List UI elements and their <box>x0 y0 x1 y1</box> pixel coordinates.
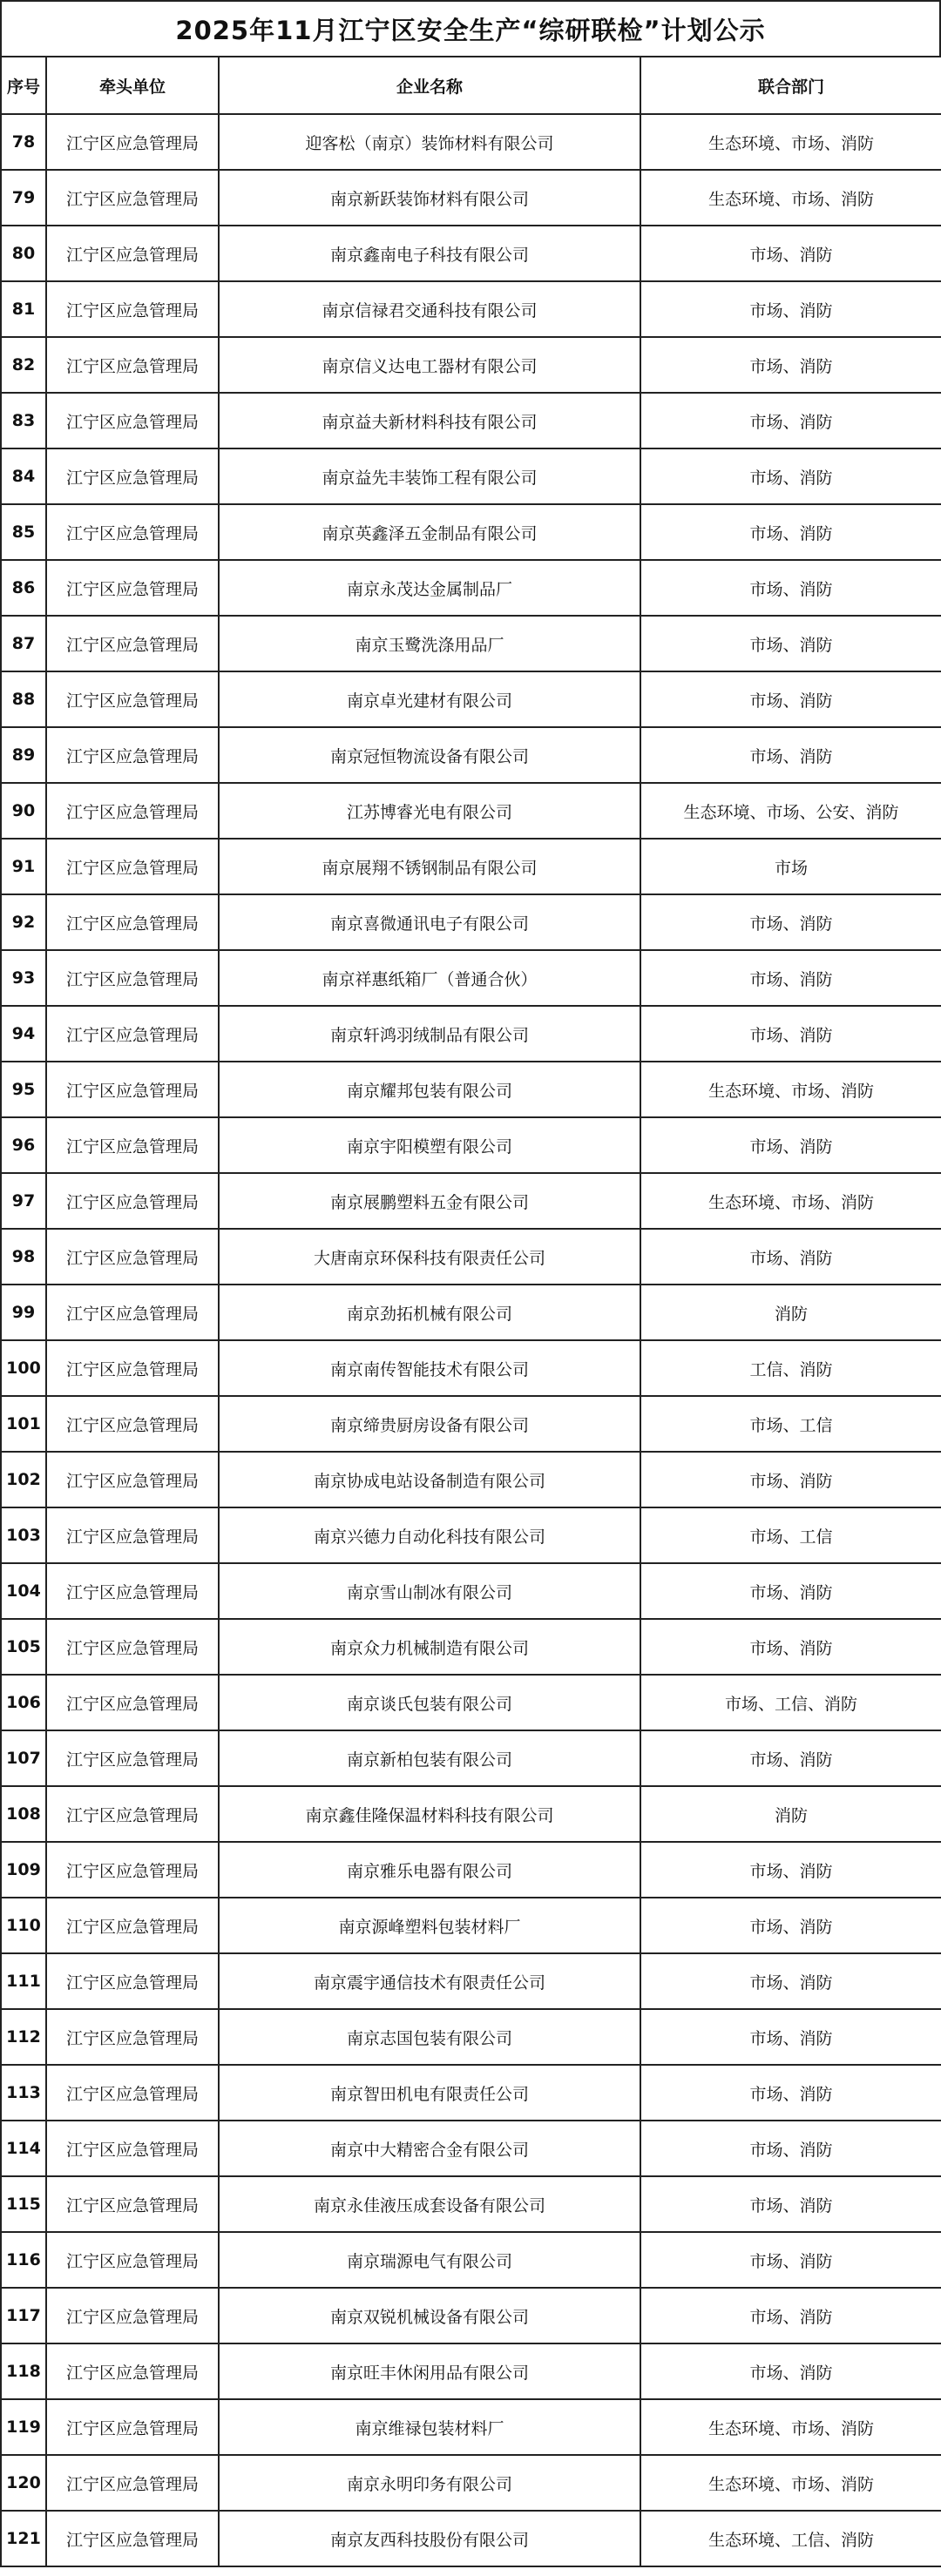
row-index: 110 <box>1 1898 46 1953</box>
row-index: 120 <box>1 2455 46 2511</box>
row-company: 南京新跃装饰材料有限公司 <box>219 170 640 226</box>
row-joint-departments: 消防 <box>640 1786 941 1842</box>
row-company: 南京玉鹭洗涤用品厂 <box>219 616 640 671</box>
table-row <box>1 1619 941 1675</box>
row-lead-unit: 江宁区应急管理局 <box>46 1619 219 1675</box>
row-index: 100 <box>1 1340 46 1396</box>
row-index: 97 <box>1 1173 46 1229</box>
row-company: 南京协成电站设备制造有限公司 <box>219 1452 640 1507</box>
table-row <box>1 2343 941 2399</box>
row-index: 81 <box>1 281 46 337</box>
row-index: 104 <box>1 1563 46 1619</box>
row-index: 92 <box>1 894 46 950</box>
row-joint-departments: 工信、消防 <box>640 1340 941 1396</box>
row-company: 南京祥惠纸箱厂（普通合伙） <box>219 950 640 1006</box>
row-joint-departments: 市场、消防 <box>640 2176 941 2232</box>
row-company: 南京众力机械制造有限公司 <box>219 1619 640 1675</box>
table-row <box>1 281 941 337</box>
row-joint-departments: 市场、消防 <box>640 2232 941 2288</box>
table-row <box>1 337 941 393</box>
row-lead-unit: 江宁区应急管理局 <box>46 2176 219 2232</box>
row-joint-departments: 生态环境、工信、消防 <box>640 2511 941 2566</box>
row-index: 98 <box>1 1229 46 1285</box>
row-company: 南京缔贵厨房设备有限公司 <box>219 1396 640 1452</box>
row-index: 94 <box>1 1006 46 1062</box>
row-company: 南京宇阳模塑有限公司 <box>219 1117 640 1173</box>
row-joint-departments: 市场、工信 <box>640 1396 941 1452</box>
row-joint-departments: 生态环境、市场、公安、消防 <box>640 783 941 839</box>
row-company: 大唐南京环保科技有限责任公司 <box>219 1229 640 1285</box>
row-joint-departments: 市场、消防 <box>640 950 941 1006</box>
row-index: 90 <box>1 783 46 839</box>
row-lead-unit: 江宁区应急管理局 <box>46 1898 219 1953</box>
row-company: 南京信义达电工器材有限公司 <box>219 337 640 393</box>
table-row <box>1 1452 941 1507</box>
row-lead-unit: 江宁区应急管理局 <box>46 839 219 894</box>
row-index: 118 <box>1 2343 46 2399</box>
table-row <box>1 2288 941 2343</box>
row-lead-unit: 江宁区应急管理局 <box>46 783 219 839</box>
row-joint-departments: 市场、消防 <box>640 1619 941 1675</box>
row-lead-unit: 江宁区应急管理局 <box>46 2121 219 2176</box>
row-company: 南京耀邦包装有限公司 <box>219 1062 640 1117</box>
row-lead-unit: 江宁区应急管理局 <box>46 894 219 950</box>
table-row <box>1 1953 941 2009</box>
row-index: 107 <box>1 1730 46 1786</box>
table-row <box>1 727 941 783</box>
row-joint-departments: 生态环境、市场、消防 <box>640 170 941 226</box>
table-row <box>1 894 941 950</box>
row-company: 南京永明印务有限公司 <box>219 2455 640 2511</box>
row-lead-unit: 江宁区应急管理局 <box>46 1730 219 1786</box>
row-lead-unit: 江宁区应急管理局 <box>46 448 219 504</box>
row-lead-unit: 江宁区应急管理局 <box>46 2399 219 2455</box>
row-company: 南京鑫佳隆保温材料科技有限公司 <box>219 1786 640 1842</box>
table-row <box>1 616 941 671</box>
row-company: 南京新柏包装有限公司 <box>219 1730 640 1786</box>
row-lead-unit: 江宁区应急管理局 <box>46 950 219 1006</box>
row-joint-departments: 市场、消防 <box>640 2121 941 2176</box>
row-lead-unit: 江宁区应急管理局 <box>46 2455 219 2511</box>
row-index: 86 <box>1 560 46 616</box>
row-joint-departments: 市场、消防 <box>640 1730 941 1786</box>
row-joint-departments: 生态环境、市场、消防 <box>640 1173 941 1229</box>
table-row <box>1 2121 941 2176</box>
row-company: 南京雅乐电器有限公司 <box>219 1842 640 1898</box>
row-index: 112 <box>1 2009 46 2065</box>
row-company: 南京永茂达金属制品厂 <box>219 560 640 616</box>
table-row <box>1 2009 941 2065</box>
row-index: 99 <box>1 1285 46 1340</box>
table-row <box>1 1117 941 1173</box>
row-index: 80 <box>1 226 46 281</box>
row-company: 南京益先丰装饰工程有限公司 <box>219 448 640 504</box>
row-index: 119 <box>1 2399 46 2455</box>
row-lead-unit: 江宁区应急管理局 <box>46 393 219 448</box>
table-row <box>1 2511 941 2566</box>
row-joint-departments: 市场、消防 <box>640 337 941 393</box>
table-row <box>1 1285 941 1340</box>
row-joint-departments: 市场、消防 <box>640 616 941 671</box>
table-row <box>1 950 941 1006</box>
table-row <box>1 1507 941 1563</box>
row-index: 79 <box>1 170 46 226</box>
row-lead-unit: 江宁区应急管理局 <box>46 1953 219 2009</box>
row-lead-unit: 江宁区应急管理局 <box>46 2232 219 2288</box>
table-row <box>1 2065 941 2121</box>
row-joint-departments: 市场、消防 <box>640 560 941 616</box>
row-lead-unit: 江宁区应急管理局 <box>46 504 219 560</box>
row-joint-departments: 市场、消防 <box>640 1842 941 1898</box>
row-lead-unit: 江宁区应急管理局 <box>46 1173 219 1229</box>
table-row <box>1 2176 941 2232</box>
row-lead-unit: 江宁区应急管理局 <box>46 1062 219 1117</box>
row-company: 南京谈氏包装有限公司 <box>219 1675 640 1730</box>
row-company: 南京雪山制冰有限公司 <box>219 1563 640 1619</box>
row-company: 南京卓光建材有限公司 <box>219 671 640 727</box>
table-row <box>1 1062 941 1117</box>
row-lead-unit: 江宁区应急管理局 <box>46 226 219 281</box>
row-joint-departments: 生态环境、市场、消防 <box>640 2399 941 2455</box>
row-index: 88 <box>1 671 46 727</box>
row-company: 南京永佳液压成套设备有限公司 <box>219 2176 640 2232</box>
plan-table <box>0 56 941 2567</box>
row-index: 84 <box>1 448 46 504</box>
row-joint-departments: 市场、消防 <box>640 727 941 783</box>
row-joint-departments: 生态环境、市场、消防 <box>640 1062 941 1117</box>
row-company: 迎客松（南京）装饰材料有限公司 <box>219 114 640 170</box>
row-lead-unit: 江宁区应急管理局 <box>46 1675 219 1730</box>
row-company: 江苏博睿光电有限公司 <box>219 783 640 839</box>
row-joint-departments: 市场 <box>640 839 941 894</box>
row-lead-unit: 江宁区应急管理局 <box>46 114 219 170</box>
row-lead-unit: 江宁区应急管理局 <box>46 1117 219 1173</box>
table-row <box>1 1563 941 1619</box>
table-row <box>1 560 941 616</box>
row-joint-departments: 市场、消防 <box>640 2288 941 2343</box>
row-joint-departments: 市场、消防 <box>640 671 941 727</box>
row-index: 82 <box>1 337 46 393</box>
row-company: 南京维禄包装材料厂 <box>219 2399 640 2455</box>
row-lead-unit: 江宁区应急管理局 <box>46 2511 219 2566</box>
row-index: 95 <box>1 1062 46 1117</box>
table-row <box>1 504 941 560</box>
row-lead-unit: 江宁区应急管理局 <box>46 170 219 226</box>
row-index: 101 <box>1 1396 46 1452</box>
row-joint-departments: 市场、消防 <box>640 1117 941 1173</box>
row-lead-unit: 江宁区应急管理局 <box>46 1340 219 1396</box>
row-company: 南京喜微通讯电子有限公司 <box>219 894 640 950</box>
row-lead-unit: 江宁区应急管理局 <box>46 727 219 783</box>
row-company: 南京展鹏塑料五金有限公司 <box>219 1173 640 1229</box>
row-joint-departments: 市场、消防 <box>640 2065 941 2121</box>
row-company: 南京友西科技股份有限公司 <box>219 2511 640 2566</box>
row-index: 108 <box>1 1786 46 1842</box>
row-lead-unit: 江宁区应急管理局 <box>46 337 219 393</box>
header-index: 序号 <box>1 57 46 114</box>
row-company: 南京旺丰休闲用品有限公司 <box>219 2343 640 2399</box>
row-company: 南京轩鸿羽绒制品有限公司 <box>219 1006 640 1062</box>
table-row <box>1 1786 941 1842</box>
row-index: 78 <box>1 114 46 170</box>
row-index: 106 <box>1 1675 46 1730</box>
row-company: 南京英鑫泽五金制品有限公司 <box>219 504 640 560</box>
row-index: 111 <box>1 1953 46 2009</box>
row-joint-departments: 市场、消防 <box>640 894 941 950</box>
header-lead-unit: 牵头单位 <box>46 57 219 114</box>
table-row <box>1 2232 941 2288</box>
row-joint-departments: 市场、消防 <box>640 448 941 504</box>
table-row <box>1 783 941 839</box>
row-company: 南京智田机电有限责任公司 <box>219 2065 640 2121</box>
table-row <box>1 1006 941 1062</box>
row-index: 105 <box>1 1619 46 1675</box>
row-index: 85 <box>1 504 46 560</box>
document-title: 2025年11月江宁区安全生产“综研联检”计划公示 <box>0 0 941 56</box>
row-joint-departments: 市场、消防 <box>640 1452 941 1507</box>
row-company: 南京源峰塑料包装材料厂 <box>219 1898 640 1953</box>
row-index: 114 <box>1 2121 46 2176</box>
row-lead-unit: 江宁区应急管理局 <box>46 616 219 671</box>
row-company: 南京震宇通信技术有限责任公司 <box>219 1953 640 2009</box>
row-index: 91 <box>1 839 46 894</box>
row-index: 109 <box>1 1842 46 1898</box>
row-index: 121 <box>1 2511 46 2566</box>
table-row <box>1 1396 941 1452</box>
row-index: 93 <box>1 950 46 1006</box>
row-joint-departments: 生态环境、市场、消防 <box>640 2455 941 2511</box>
row-joint-departments: 市场、消防 <box>640 1898 941 1953</box>
row-joint-departments: 市场、工信 <box>640 1507 941 1563</box>
row-joint-departments: 市场、消防 <box>640 504 941 560</box>
row-lead-unit: 江宁区应急管理局 <box>46 1507 219 1563</box>
table-row <box>1 1173 941 1229</box>
row-index: 115 <box>1 2176 46 2232</box>
row-lead-unit: 江宁区应急管理局 <box>46 1842 219 1898</box>
row-company: 南京兴德力自动化科技有限公司 <box>219 1507 640 1563</box>
row-company: 南京益夫新材料科技有限公司 <box>219 393 640 448</box>
row-index: 113 <box>1 2065 46 2121</box>
table-row <box>1 1730 941 1786</box>
table-row <box>1 2399 941 2455</box>
table-row <box>1 1842 941 1898</box>
row-index: 116 <box>1 2232 46 2288</box>
table-row <box>1 448 941 504</box>
row-lead-unit: 江宁区应急管理局 <box>46 2288 219 2343</box>
row-lead-unit: 江宁区应急管理局 <box>46 1786 219 1842</box>
row-index: 102 <box>1 1452 46 1507</box>
row-lead-unit: 江宁区应急管理局 <box>46 2065 219 2121</box>
row-lead-unit: 江宁区应急管理局 <box>46 1396 219 1452</box>
row-index: 89 <box>1 727 46 783</box>
table-row <box>1 671 941 727</box>
table-header-row <box>1 57 941 114</box>
row-lead-unit: 江宁区应急管理局 <box>46 1285 219 1340</box>
row-company: 南京志国包装有限公司 <box>219 2009 640 2065</box>
header-company: 企业名称 <box>219 57 640 114</box>
row-joint-departments: 市场、消防 <box>640 2343 941 2399</box>
table-row <box>1 114 941 170</box>
row-lead-unit: 江宁区应急管理局 <box>46 560 219 616</box>
row-company: 南京中大精密合金有限公司 <box>219 2121 640 2176</box>
row-joint-departments: 市场、消防 <box>640 1563 941 1619</box>
row-lead-unit: 江宁区应急管理局 <box>46 671 219 727</box>
row-joint-departments: 市场、消防 <box>640 226 941 281</box>
row-lead-unit: 江宁区应急管理局 <box>46 2343 219 2399</box>
row-index: 96 <box>1 1117 46 1173</box>
row-lead-unit: 江宁区应急管理局 <box>46 1563 219 1619</box>
row-joint-departments: 市场、消防 <box>640 2009 941 2065</box>
table-row <box>1 839 941 894</box>
table-row <box>1 226 941 281</box>
row-index: 117 <box>1 2288 46 2343</box>
row-company: 南京瑞源电气有限公司 <box>219 2232 640 2288</box>
row-joint-departments: 市场、消防 <box>640 281 941 337</box>
row-lead-unit: 江宁区应急管理局 <box>46 1229 219 1285</box>
row-company: 南京鑫南电子科技有限公司 <box>219 226 640 281</box>
table-row <box>1 1898 941 1953</box>
row-joint-departments: 市场、消防 <box>640 1006 941 1062</box>
row-joint-departments: 市场、消防 <box>640 1953 941 2009</box>
row-company: 南京冠恒物流设备有限公司 <box>219 727 640 783</box>
row-joint-departments: 市场、工信、消防 <box>640 1675 941 1730</box>
row-joint-departments: 生态环境、市场、消防 <box>640 114 941 170</box>
row-lead-unit: 江宁区应急管理局 <box>46 1006 219 1062</box>
row-index: 103 <box>1 1507 46 1563</box>
table-row <box>1 2455 941 2511</box>
row-company: 南京展翔不锈钢制品有限公司 <box>219 839 640 894</box>
table-row <box>1 1340 941 1396</box>
row-company: 南京劲拓机械有限公司 <box>219 1285 640 1340</box>
header-joint-departments: 联合部门 <box>640 57 941 114</box>
row-company: 南京南传智能技术有限公司 <box>219 1340 640 1396</box>
row-company: 南京双锐机械设备有限公司 <box>219 2288 640 2343</box>
row-joint-departments: 市场、消防 <box>640 393 941 448</box>
table-row <box>1 170 941 226</box>
table-row <box>1 1229 941 1285</box>
row-lead-unit: 江宁区应急管理局 <box>46 2009 219 2065</box>
row-index: 87 <box>1 616 46 671</box>
row-lead-unit: 江宁区应急管理局 <box>46 281 219 337</box>
row-lead-unit: 江宁区应急管理局 <box>46 1452 219 1507</box>
table-row <box>1 393 941 448</box>
row-index: 83 <box>1 393 46 448</box>
table-row <box>1 1675 941 1730</box>
row-joint-departments: 市场、消防 <box>640 1229 941 1285</box>
row-company: 南京信禄君交通科技有限公司 <box>219 281 640 337</box>
row-joint-departments: 消防 <box>640 1285 941 1340</box>
